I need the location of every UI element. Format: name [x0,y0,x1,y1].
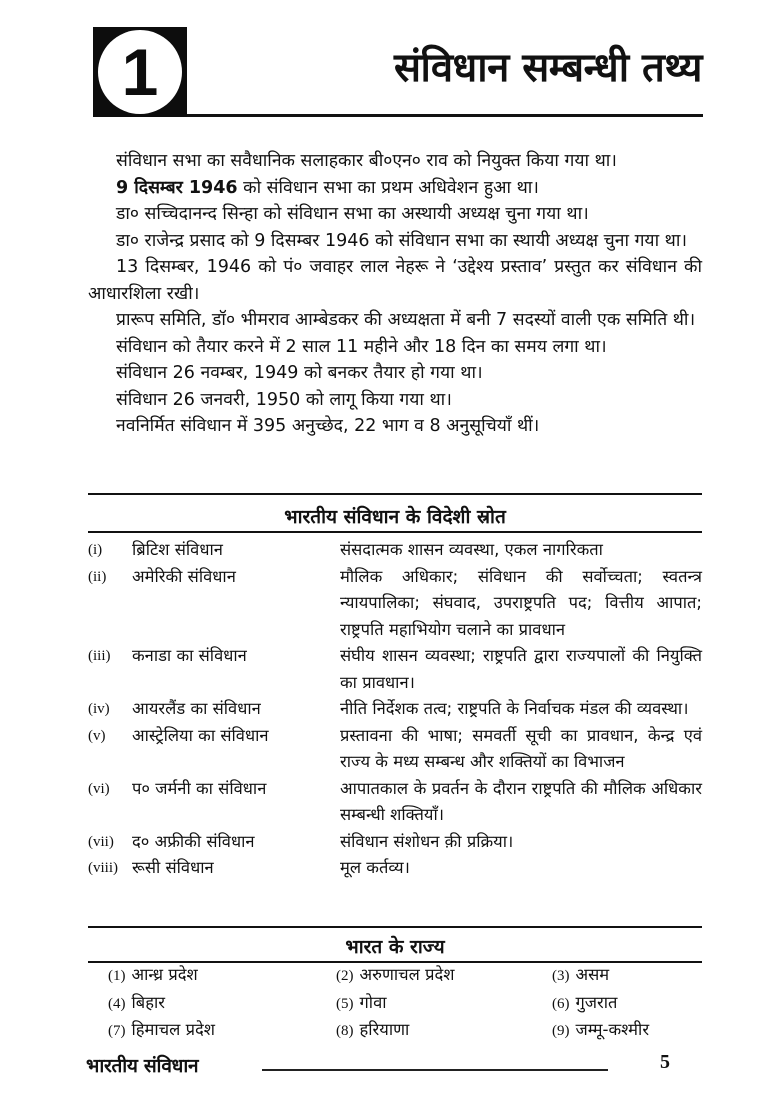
source-index: (iii) [88,648,111,664]
fact-paragraph: डा० सच्चिदानन्द सिन्हा को संविधान सभा का अस्थायी अध्यक्ष चुना गया था। [116,204,589,224]
source-country: अमेरिकी संविधान [132,566,236,586]
state-item: (6) गुजरात [552,992,618,1012]
source-description: प्रस्तावना की भाषा; समवर्ती सूची का प्रावधान, केन्द्र एवं राज्य के मध्य सम्बन्ध और शक्तियों का विभाजन [340,725,702,771]
source-row [88,537,702,564]
state-item: (7) हिमाचल प्रदेश [108,1020,215,1039]
source-index: (v) [88,727,106,744]
source-row [88,564,702,644]
source-country: ब्रिटिश संविधान [132,540,223,559]
source-description: संविधान संशोधन क़ी प्रक्रिया। [340,831,514,851]
source-row [88,696,702,723]
source-description: नीति निर्देशक तत्व; राष्ट्रपति के निर्वाचक मंडल की व्यवस्था। [340,699,689,718]
chapter-number-badge [93,27,187,117]
fact-paragraph: संविधान को तैयार करने में 2 साल 11 महीने और 18 दिन का समय लगा था। [116,336,607,357]
source-country: कनाडा का संविधान [132,646,247,665]
source-country: द० अफ्रीकी संविधान [132,831,255,851]
source-index: (vii) [88,833,114,850]
source-country: आयरलैंड का संविधान [132,699,261,718]
state-item: (5) गोवा [336,992,387,1012]
chapter-title: संविधान सम्बन्धी तथ्य [393,45,702,91]
state-item: (3) असम [552,965,610,984]
source-description: संघीय शासन व्यवस्था; राष्ट्रपति द्वारा राज्यपालों की नियुक्ति का प्रावधान। [340,646,702,692]
source-description: संसदात्मक शासन व्यवस्था, एकल नागरिकता [340,540,603,559]
fact-paragraph: डा० राजेन्द्र प्रसाद को 9 दिसम्बर 1946 को संविधान सभा का स्थायी अध्यक्ष चुना गया था। [116,230,688,251]
source-row [88,643,702,696]
source-index: (viii) [88,860,118,876]
states-section-title: भारत के राज्य [345,936,445,958]
chapter-number: 1 [98,30,182,114]
source-index: (i) [88,542,103,558]
footer-book-title: भारतीय संविधान [86,1055,199,1077]
fact-paragraph: 13 दिसम्बर, 1946 को पं० जवाहर लाल नेहरू ने ‘उद्देश्य प्रस्ताव’ प्रस्तुत कर संविधान की आधारशिला रखी। [88,257,702,304]
fact-paragraph: संविधान सभा का सवैधानिक सलाहकार बी०एन० राव को नियुक्त किया गया था। [116,151,617,171]
source-country: आस्ट्रेलिया का संविधान [132,725,269,745]
source-country: प० जर्मनी का संविधान [132,778,267,798]
source-row [88,829,702,856]
footer-rule [262,1069,608,1071]
chapter-title-rule [187,114,703,117]
sources-table [88,537,702,882]
fact-paragraph: प्रारूप समिति, डॉ० भीमराव आम्बेडकर की अध्यक्षता में बनी 7 सदस्यों वाली एक समिति थी। [116,310,696,330]
state-item: (2) अरुणाचल प्रदेश [336,965,455,984]
state-item: (9) जम्मू-कश्मीर [552,1020,650,1039]
source-row [88,776,702,829]
source-index: (vi) [88,780,110,797]
fact-paragraph: नवनिर्मित संविधान में 395 अनुच्छेद, 22 भाग व 8 अनुसूचियाँ थीं। [116,416,540,436]
sources-section-title: भारतीय संविधान के विदेशी स्रोत [284,506,506,528]
state-item: (4) बिहार [108,992,165,1012]
source-row [88,723,702,776]
facts-section [88,148,702,440]
source-description: मूल कर्तव्य। [340,858,410,877]
fact-paragraph: 9 दिसम्बर 1946 को संविधान सभा का प्रथम अधिवेशन हुआ था। [116,177,539,198]
page-number: 5 [660,1051,670,1073]
state-item: (1) आन्ध्र प्रदेश [108,965,198,984]
section-divider [88,531,702,533]
fact-bold-date: 9 दिसम्बर 1946 [116,177,238,198]
fact-paragraph: संविधान 26 जनवरी, 1950 को लागू किया गया था। [116,389,452,410]
states-list [108,962,702,1045]
source-row [88,855,702,882]
source-country: रूसी संविधान [132,858,214,877]
source-description: मौलिक अधिकार; संविधान की सर्वोच्चता; स्वतन्त्र न्यायपालिका; संघवाद, उपराष्ट्रपति पद; वित्तीय आपात; राष्ट्रपति महाभियोग चलाने का प्रावधान [340,566,702,639]
section-divider [88,926,702,928]
source-index: (ii) [88,568,107,585]
state-item: (8) हरियाणा [336,1020,410,1039]
fact-paragraph: संविधान 26 नवम्बर, 1949 को बनकर तैयार हो गया था। [116,363,483,383]
source-index: (iv) [88,701,110,717]
source-description: आपातकाल के प्रवर्तन के दौरान राष्ट्रपति की मौलिक अधिकार सम्बन्धी शक्तियाँ। [340,778,702,824]
section-divider [88,493,702,495]
